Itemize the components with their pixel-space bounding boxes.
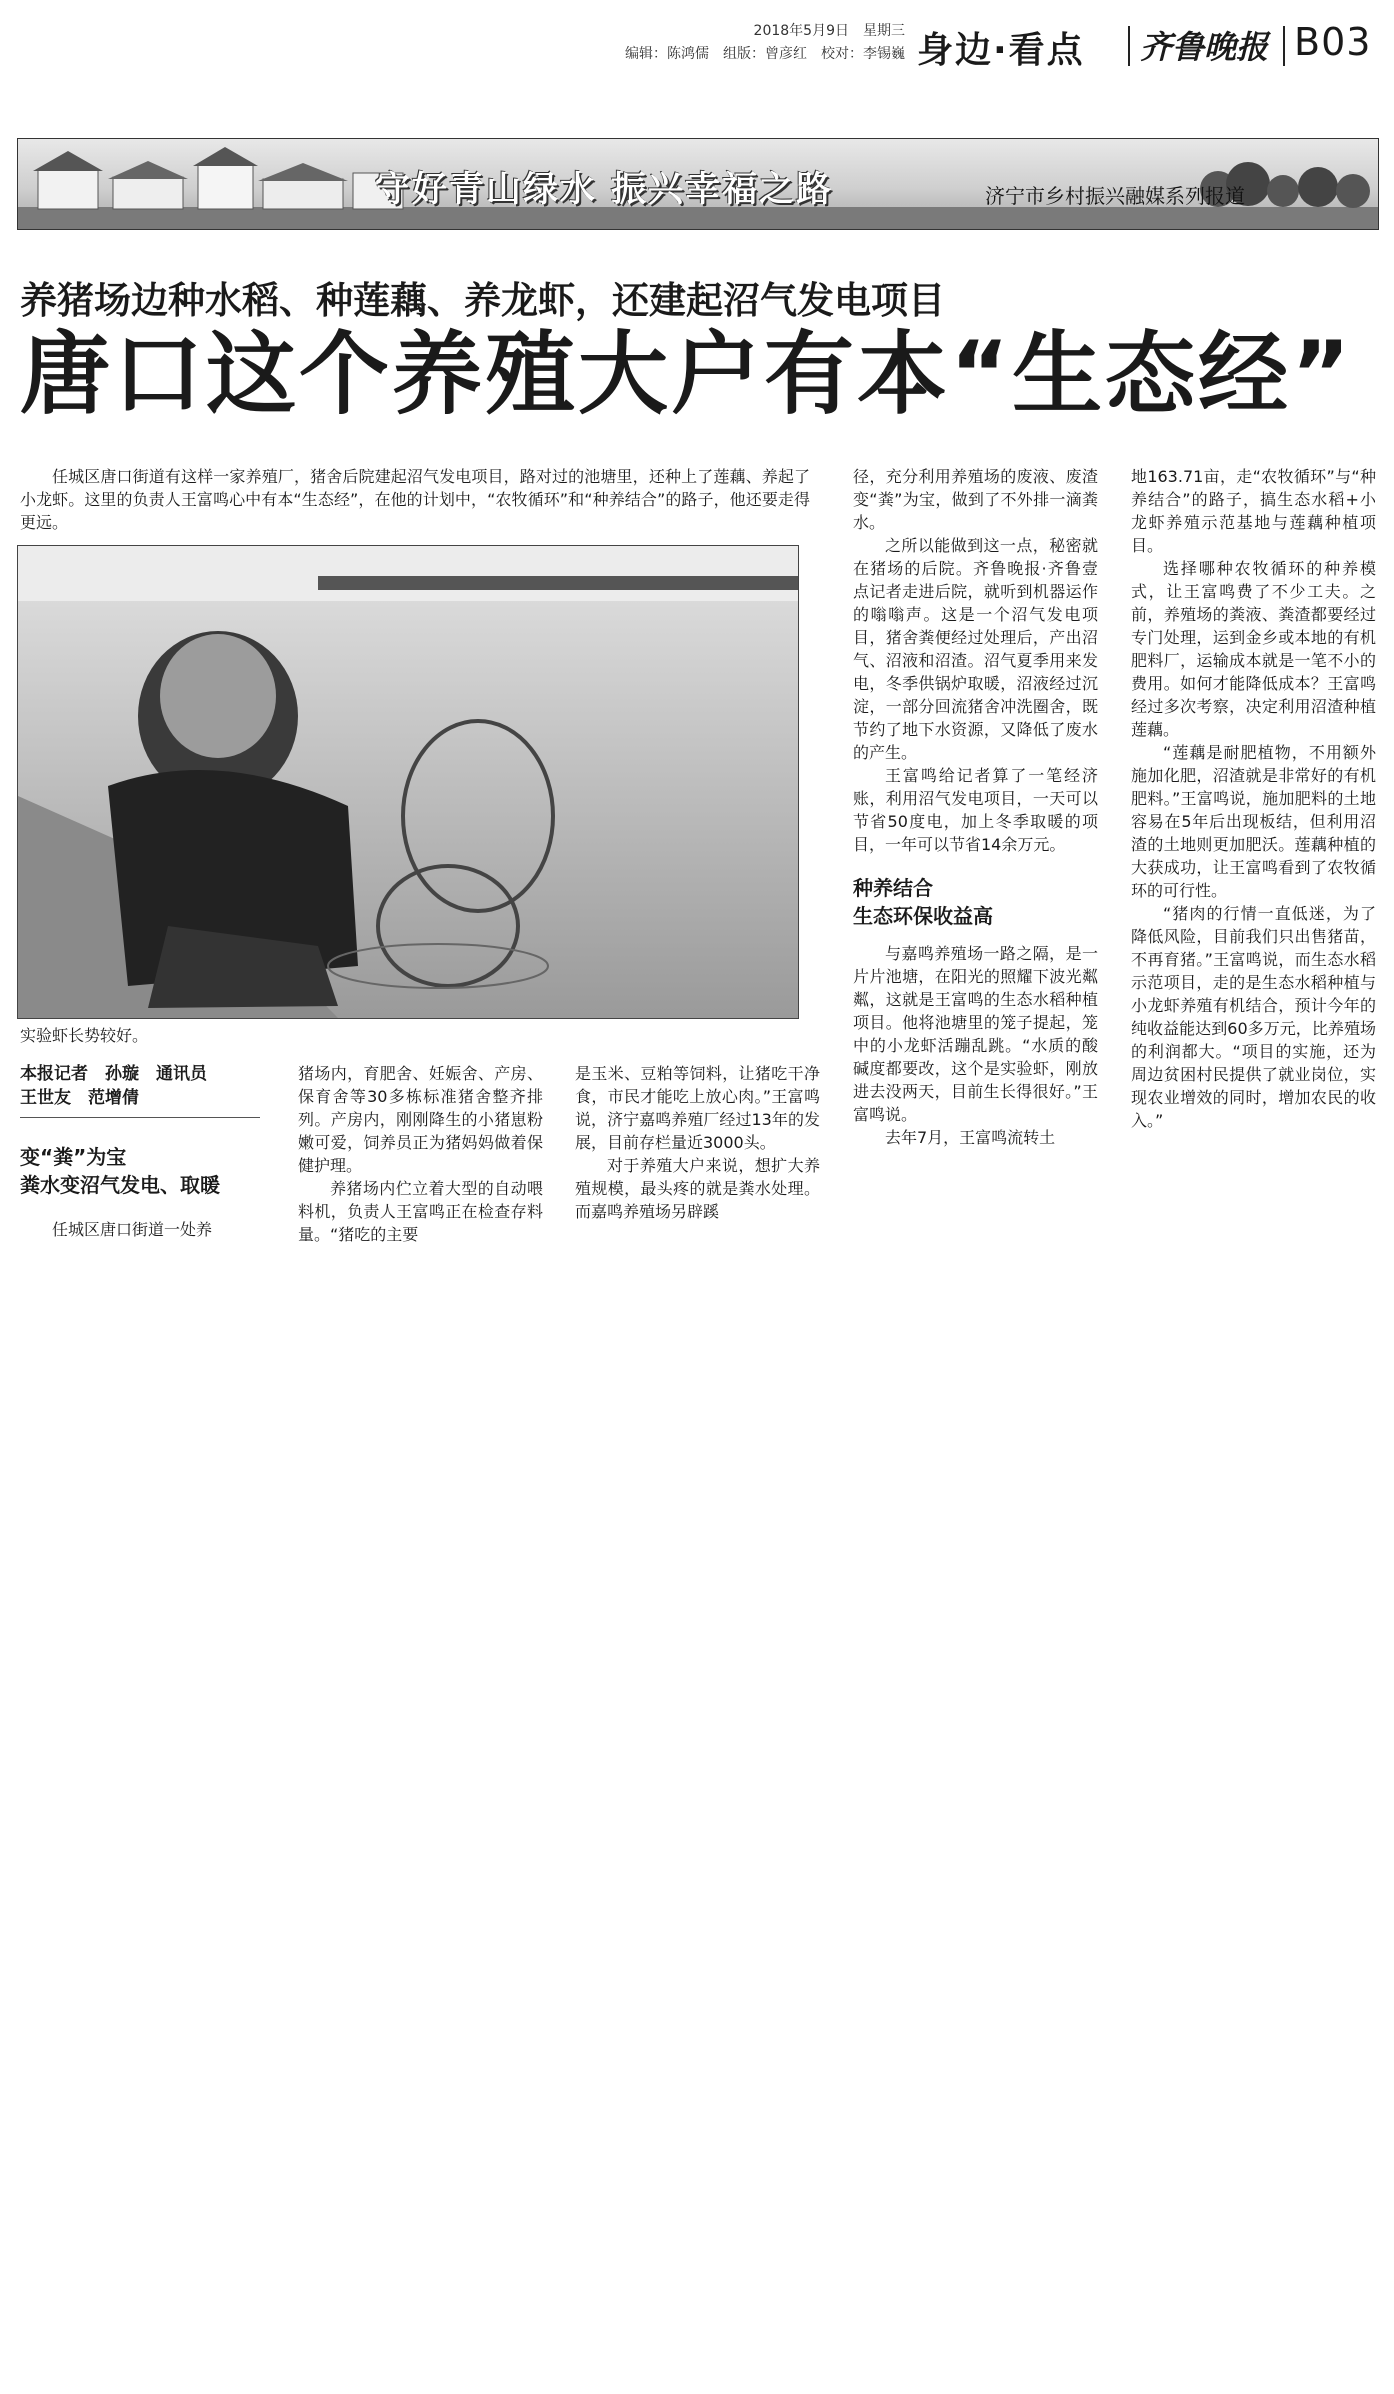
article-subhead: 养猪场边种水稻、种莲藕、养龙虾，还建起沼气发电项目 [20,279,945,322]
header-divider-2 [1283,26,1285,66]
section-title: 身边·看点 [917,30,1085,71]
paragraph: 选择哪种农牧循环的种养模式，让王富鸣费了不少工夫。之前，养殖场的粪液、粪渣都要经过专门处理，运到金乡或本地的有机肥料厂，运输成本就是一笔不小的费用。如何才能降低成本？王富鸣经过多次考察，决定利用沼渣种植莲藕。 [1131,559,1376,739]
section-heading-line: 生态环保收益高 [853,904,993,928]
section-heading-line: 粪水变沼气发电、取暖 [20,1173,220,1197]
paragraph: 是玉米、豆粕等饲料，让猪吃干净食，市民才能吃上放心肉。”王富鸣说，济宁嘉鸣养殖厂经过13年的发展，目前存栏量近3000头。 [575,1064,820,1152]
newspaper-logo: 齐鲁晚报 [1140,28,1269,66]
paragraph: 与嘉鸣养殖场一路之隔，是一片片池塘，在阳光的照耀下波光粼粼，这就是王富鸣的生态水稻种植项目。他将池塘里的笼子提起，笼中的小龙虾活蹦乱跳。“水质的酸碱度都要改，这个是实验虾，刚放进去没两天，目前生长得很好。”王富鸣说。 [853,944,1098,1124]
paragraph: 去年7月，王富鸣流转土 [885,1128,1056,1147]
paragraph: 王富鸣给记者算了一笔经济账，利用沼气发电项目，一天可以节省50度电，加上冬季取暖的项目，一年可以节省14余万元。 [853,766,1098,854]
page-number: B03 [1294,20,1372,64]
crayfish-cage-photo [18,546,798,1018]
paragraph: “猪肉的行情一直低迷，为了降低风险，目前我们只出售猪苗，不再育猪。”王富鸣说，而生态水稻示范项目，走的是生态水稻种植与小龙虾养殖有机结合，预计今年的纯收益能达到60多万元，比养殖场的利润都大。“项目的实施，还为周边贫困村民提供了就业岗位，实现农业增效的同时，增加农民的收入。” [1131,904,1376,1130]
header-divider [1128,26,1130,66]
paragraph: “莲藕是耐肥植物，不用额外施加化肥，沼渣就是非常好的有机肥料。”王富鸣说，施加肥料的土地容易在5年后出现板结，但利用沼渣的土地则更加肥沃。莲藕种植的大获成功，让王富鸣看到了农牧循环的可行性。 [1131,743,1376,900]
article-headline: 唐口这个养殖大户有本“生态经” [20,322,1354,427]
article-column-3 [575,1062,820,1223]
section-heading [20,1143,280,1199]
byline-rule [20,1117,260,1118]
paragraph: 养猪场内伫立着大型的自动喂料机，负责人王富鸣正在检查存料量。“猪吃的主要 [298,1179,543,1244]
date-line: 2018年5月9日 星期三 [753,23,905,39]
article-column-2 [298,1062,543,1246]
article-column-5 [1131,465,1376,1132]
lead-paragraph: 任城区唐口街道有这样一家养殖厂，猪舍后院建起沼气发电项目，路对过的池塘里，还种上了莲藕、养起了小龙虾。这里的负责人王富鸣心中有本“生态经”，在他的计划中，“农牧循环”和“种养结合”的路子，他还要走得更远。 [20,467,810,532]
editors-line: 编辑：陈鸿儒 组版：曾彦红 校对：李锡巍 [625,46,905,62]
article-column-1 [20,1218,265,1241]
section-heading [853,874,1098,930]
paragraph: 径，充分利用养殖场的废液、废渣变“粪”为宝，做到了不外排一滴粪水。 [853,467,1098,532]
article-photo [17,545,799,1019]
byline-line: 王世友 范增倩 [20,1088,139,1108]
photo-caption: 实验虾长势较好。 [20,1026,149,1045]
paragraph: 之所以能做到这一点，秘密就在猪场的后院。齐鲁晚报·齐鲁壹点记者走进后院，就听到机器运作的嗡嗡声。这是一个沼气发电项目，猪舍粪便经过处理后，产出沼气、沼液和沼渣。沼气夏季用来发电，冬季供锅炉取暖，沼液经过沉淀，一部分回流猪舍冲洗圈舍，既节约了地下水资源，又降低了废水的产生。 [853,536,1098,762]
paragraph: 任城区唐口街道一处养 [52,1220,213,1239]
byline [20,1062,280,1110]
section-heading-line: 种养结合 [853,876,933,900]
banner-series-title: 济宁市乡村振兴融媒系列报道 [985,184,1245,208]
paragraph: 对于养殖大户来说，想扩大养殖规模，最头疼的就是粪水处理。而嘉鸣养殖场另辟蹊 [575,1156,820,1221]
banner-slogan: 守好青山绿水 振兴幸福之路 [375,170,834,210]
article-column-4 [853,465,1098,1149]
section-heading-line: 变“粪”为宝 [20,1145,127,1169]
paragraph: 猪场内，育肥舍、妊娠舍、产房、保育舍等30多栋标准猪舍整齐排列。产房内，刚刚降生的小猪崽粉嫩可爱，饲养员正为猪妈妈做着保健护理。 [298,1064,543,1175]
article-lead [20,465,810,534]
paragraph: 地163.71亩，走“农牧循环”与“种养结合”的路子，搞生态水稻+小龙虾养殖示范基地与莲藕种植项目。 [1131,467,1376,555]
byline-line: 本报记者 孙璇 通讯员 [20,1064,207,1084]
